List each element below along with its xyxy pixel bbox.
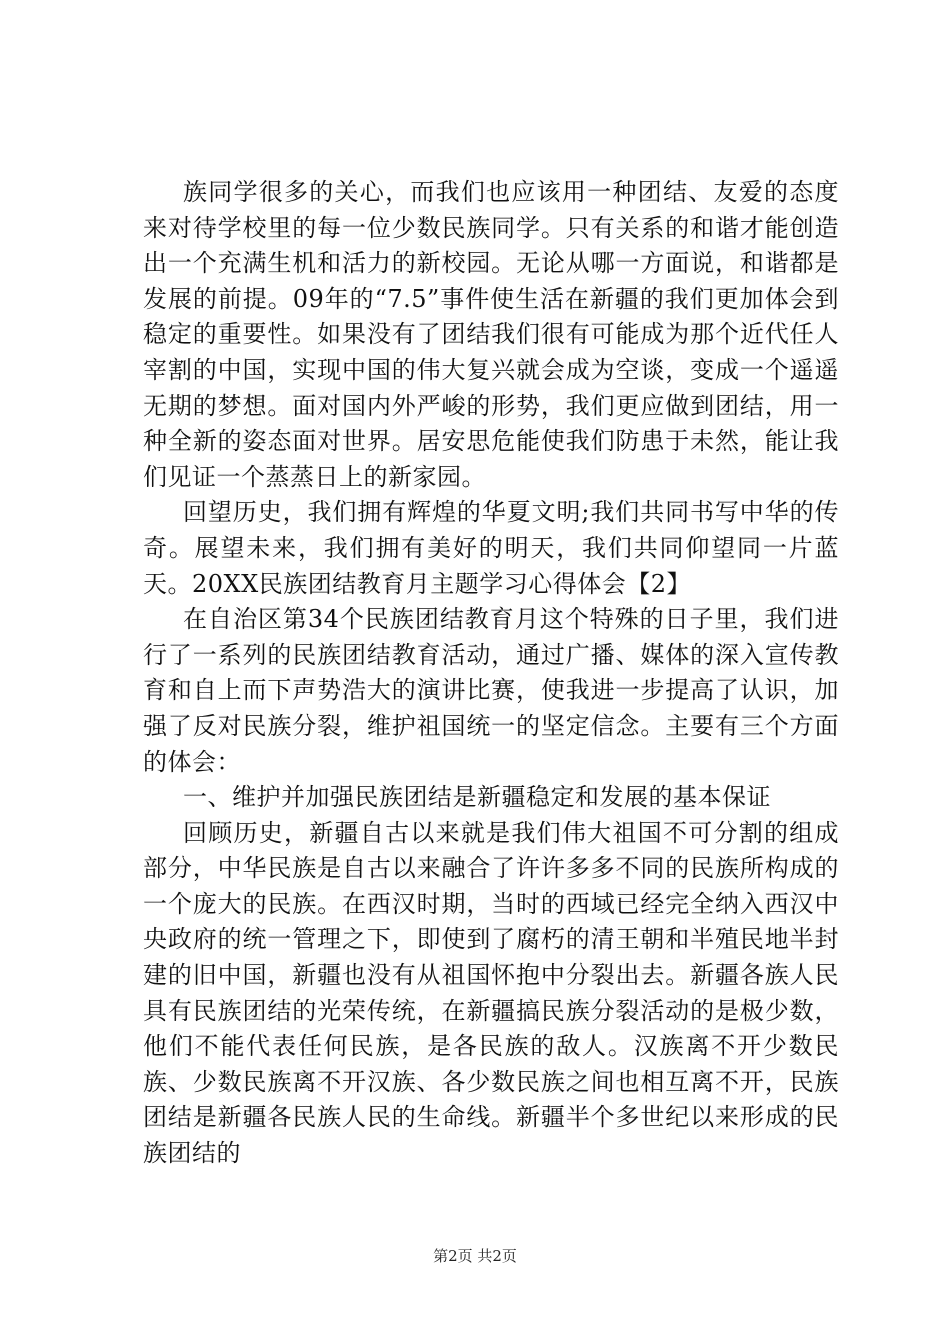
paragraph-2: 回望历史，我们拥有辉煌的华夏文明;我们共同书写中华的传奇。展望未来，我们拥有美好的明天，我们共同仰望同一片蓝天。20XX民族团结教育月主题学习心得体会【2】 [143, 498, 839, 598]
page-footer: 第2页 共2页 [433, 1247, 517, 1265]
paragraph-3: 在自治区第34个民族团结教育月这个特殊的日子里，我们进行了一系列的民族团结教育活动，通过广播、媒体的深入宣传教育和自上而下声势浩大的演讲比赛，使我进一步提高了认识，加强了反对民族分裂，维护祖国统一的坚定信念。主要有三个方面的体会： [143, 605, 839, 776]
paragraph-4-heading: 一、维护并加强民族团结是新疆稳定和发展的基本保证 [183, 783, 771, 812]
paragraph-5: 回顾历史，新疆自古以来就是我们伟大祖国不可分割的组成部分，中华民族是自古以来融合了许许多多不同的民族所构成的一个庞大的民族。在西汉时期，当时的西域已经完全纳入西汉中央政府的统一管理之下，即使到了腐朽的清王朝和半殖民地半封建的旧中国，新疆也没有从祖国怀抱中分裂出去。新疆各族人民具有民族团结的光荣传统，在新疆搞民族分裂活动的是极少数，他们不能代表任何民族，是各民族的敌人。汉族离不开少数民族、少数民族离不开汉族、各少数民族之间也相互离不开，民族团结是新疆各民族人民的生命线。新疆半个多世纪以来形成的民族团结的 [143, 818, 839, 1168]
paragraph-1: 族同学很多的关心，而我们也应该用一种团结、友爱的态度来对待学校里的每一位少数民族同学。只有关系的和谐才能创造出一个充满生机和活力的新校园。无论从哪一方面说，和谐都是发展的前提。09年的“7.5”事件使生活在新疆的我们更加体会到稳定的重要性。如果没有了团结我们很有可能成为那个近代任人宰割的中国，实现中国的伟大复兴就会成为空谈，变成一个遥遥无期的梦想。面对国内外严峻的形势，我们更应做到团结，用一种全新的姿态面对世界。居安思危能使我们防患于未然，能让我们见证一个蒸蒸日上的新家园。 [143, 178, 839, 491]
document-body [143, 175, 839, 1172]
